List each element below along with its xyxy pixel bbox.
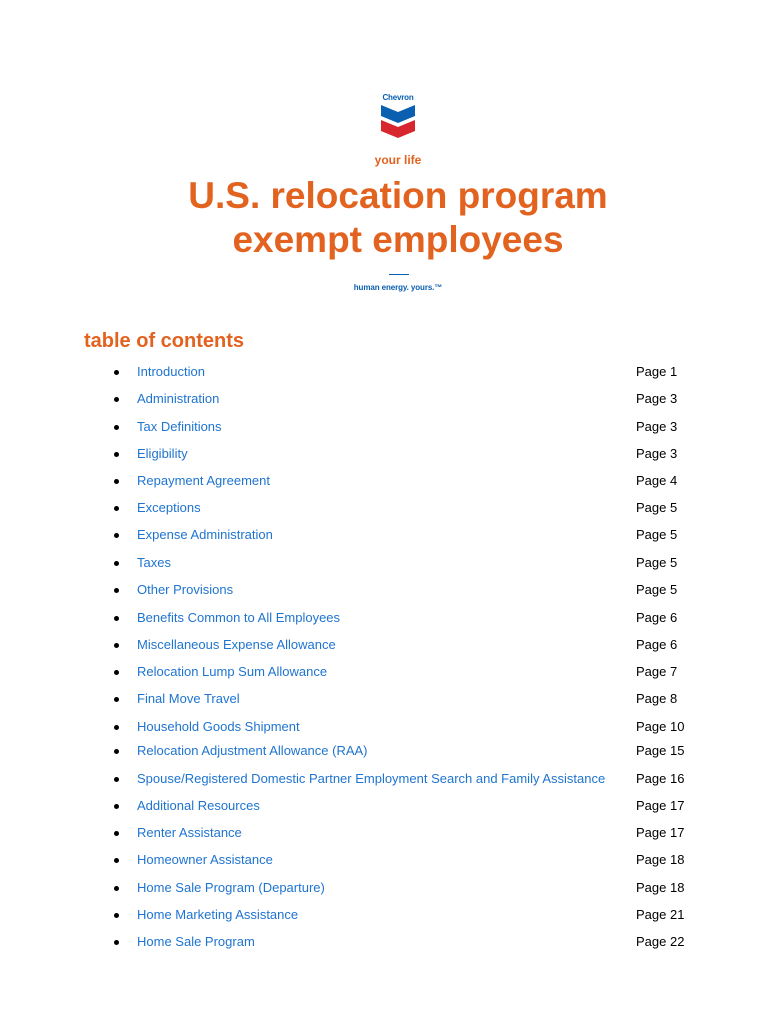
bullet-icon [114,397,119,402]
bullet-icon [114,913,119,918]
toc-page-number: Page 6 [636,637,678,652]
bullet-icon [114,886,119,891]
toc-item [0,527,770,547]
bullet-icon [114,506,119,511]
bullet-icon [114,804,119,809]
title-line-1: U.S. relocation program [188,175,608,216]
toc-page-number: Page 1 [636,364,678,379]
toc-page-number: Page 5 [636,527,678,542]
toc-item [0,446,770,466]
toc-link[interactable]: Administration [137,391,220,406]
toc-link[interactable]: Additional Resources [137,798,260,813]
toc-page-number: Page 7 [636,664,678,679]
toc-link[interactable]: Introduction [137,364,205,379]
toc-item [0,555,770,575]
toc-item [0,825,770,845]
toc-page-number: Page 8 [636,691,678,706]
toc-link[interactable]: Final Move Travel [137,691,240,706]
tagline: human energy. yours.™ [353,283,443,292]
toc-link[interactable]: Miscellaneous Expense Allowance [137,637,336,652]
toc-page-number: Page 22 [636,934,685,949]
bullet-icon [114,940,119,945]
toc-page-number: Page 5 [636,500,678,515]
toc-page-number: Page 3 [636,446,678,461]
toc-page-number: Page 18 [636,880,685,895]
toc-link[interactable]: Eligibility [137,446,188,461]
toc-item [0,691,770,711]
toc-link[interactable]: Exceptions [137,500,201,515]
bullet-icon [114,370,119,375]
bullet-icon [114,533,119,538]
toc-link[interactable]: Household Goods Shipment [137,719,300,734]
bullet-icon [114,561,119,566]
chevron-logo [378,93,418,139]
toc-item [0,419,770,439]
bullet-icon [114,749,119,754]
bullet-icon [114,725,119,730]
toc-page-number: Page 17 [636,798,685,813]
bullet-icon [114,697,119,702]
toc-link[interactable]: Repayment Agreement [137,473,270,488]
toc-item [0,391,770,411]
toc-page-number: Page 5 [636,555,678,570]
toc-link[interactable]: Home Sale Program [137,934,255,949]
bullet-icon [114,831,119,836]
bullet-icon [114,777,119,782]
toc-item [0,880,770,900]
bullet-icon [114,643,119,648]
toc-page-number: Page 17 [636,825,685,840]
bullet-icon [114,479,119,484]
toc-page-number: Page 16 [636,771,685,786]
toc-item [0,473,770,493]
toc-page-number: Page 18 [636,852,685,867]
toc-item [0,500,770,520]
toc-link[interactable]: Renter Assistance [137,825,242,840]
page-title [0,174,770,262]
toc-heading: table of contents [84,330,245,352]
toc-page-number: Page 6 [636,610,678,625]
toc-page-number: Page 3 [636,391,678,406]
bullet-icon [114,616,119,621]
toc-page-number: Page 4 [636,473,678,488]
bullet-icon [114,452,119,457]
toc-link[interactable]: Home Marketing Assistance [137,907,299,922]
toc-link[interactable]: Relocation Lump Sum Allowance [137,664,328,679]
toc-item [0,798,770,818]
toc-link[interactable]: Homeowner Assistance [137,852,273,867]
toc-link[interactable]: Home Sale Program (Departure) [137,880,325,895]
title-line-2: exempt employees [232,219,564,260]
bullet-icon [114,858,119,863]
toc-link[interactable]: Relocation Adjustment Allowance (RAA) [137,743,368,758]
bullet-icon [114,425,119,430]
toc-item [0,664,770,684]
toc-item [0,637,770,657]
toc-item [0,907,770,927]
toc-page-number: Page 3 [636,419,678,434]
toc-item [0,743,770,763]
toc-link[interactable]: Other Provisions [137,582,234,597]
bullet-icon [114,588,119,593]
toc-item [0,364,770,384]
toc-item [0,771,770,791]
chevron-hallmark-icon [378,102,418,138]
toc-link[interactable]: Benefits Common to All Employees [137,610,341,625]
toc-page-number: Page 21 [636,907,685,922]
toc-item [0,610,770,630]
toc-link[interactable]: Spouse/Registered Domestic Partner Employment Search and Family Assistance [137,771,606,786]
toc-item [0,852,770,872]
bullet-icon [114,670,119,675]
toc-item [0,582,770,602]
divider-rule [389,274,409,275]
logo-wordmark: Chevron [382,93,414,102]
toc-page-number: Page 10 [636,719,685,734]
toc-item [0,934,770,954]
toc-link[interactable]: Taxes [137,555,171,570]
toc-item [0,719,770,739]
kicker-text: your life [374,153,422,167]
toc-link[interactable]: Tax Definitions [137,419,222,434]
toc-page-number: Page 5 [636,582,678,597]
toc-link[interactable]: Expense Administration [137,527,273,542]
toc-page-number: Page 15 [636,743,685,758]
